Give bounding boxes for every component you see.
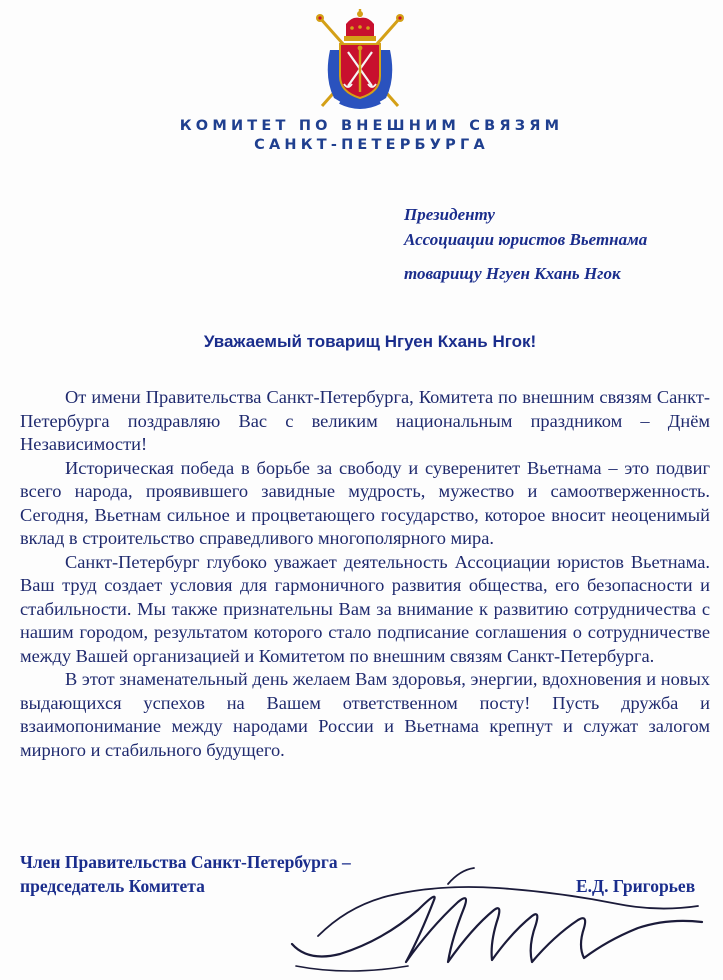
org-name-line2: САНКТ-ПЕТЕРБУРГА (254, 137, 489, 153)
addressee-line1: Президенту (404, 205, 495, 224)
org-name-line1: КОМИТЕТ ПО ВНЕШНИМ СВЯЗЯМ (179, 118, 564, 134)
paragraph: От имени Правительства Санкт-Петербурга, Комитета по внешним связям Санкт-Петербурга поздравляю Вас с великим национальным праздником – Днём Независимости! (20, 387, 710, 454)
salutation: Уважаемый товарищ Нгуен Кхань Нгок! (203, 332, 537, 351)
signer-title-line1: Член Правительства Санкт-Петербурга – (20, 852, 351, 872)
paragraph: В этот знаменательный день желаем Вам здоровья, энергии, вдохновения и новых выдающихся успехов на Вашем ответственном посту! Пусть дружба и взаимопонимание между народами России и Вьетнама крепнут и служат залогом мирного и стабильного будущего. (20, 669, 710, 760)
paragraph: Санкт-Петербург глубоко уважает деятельность Ассоциации юристов Вьетнама. Ваш труд создает условия для гармоничного развития общества, его безопасности и стабильности. Мы также признательны Вам за внимание к развитию сотрудничества с нашим городом, результатом которого стало подписание соглашения о сотрудничестве между Вашей организацией и Комитетом по внешним связям Санкт-Петербурга. (20, 551, 710, 666)
coat-of-arms-icon (312, 8, 408, 112)
signer-name: Е.Д. Григорьев (576, 876, 696, 896)
signer-title-line2: председатель Комитета (20, 876, 205, 896)
letter-body (20, 386, 710, 762)
addressee-line3: товарищу Нгуен Кхань Нгок (404, 264, 621, 283)
paragraph: Историческая победа в борьбе за свободу и суверенитет Вьетнама – это подвиг всего народа, проявившего завидные мудрость, мужество и самоотверженность. Сегодня, Вьетнам сильное и процветающего государство, которое вносит неоценимый вклад в строительство справедливого многополярного мира. (20, 457, 710, 548)
handwritten-signature (288, 866, 708, 978)
addressee-line2: Ассоциации юристов Вьетнама (404, 230, 648, 249)
